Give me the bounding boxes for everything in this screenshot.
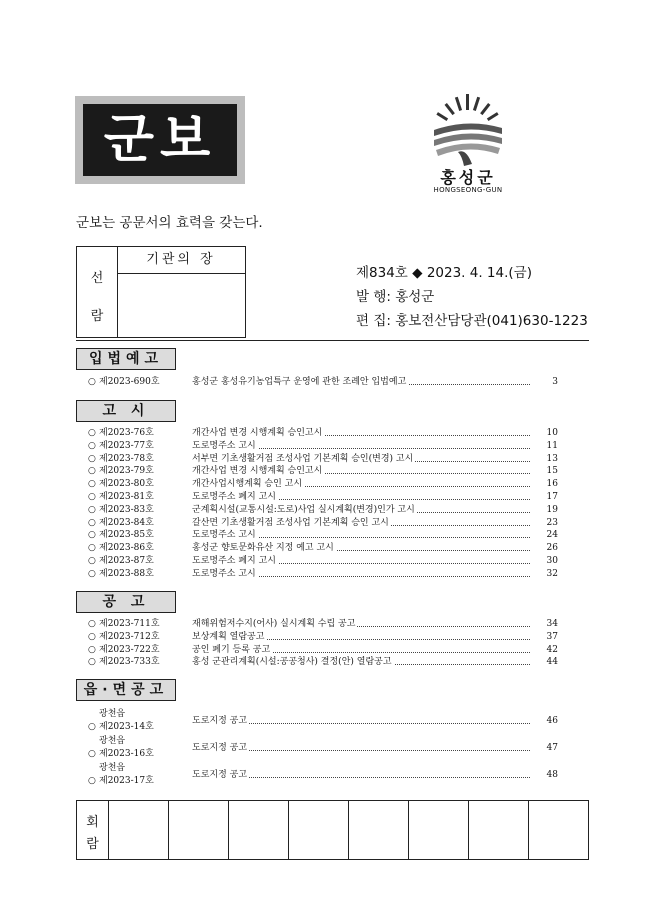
item-title: 도로명주소 고시 [192, 568, 256, 579]
section-header-legislative-notice: 입법예고 [76, 348, 176, 370]
item-page: 3 [552, 377, 558, 387]
item-number: 제2023-712호 [99, 631, 160, 642]
item-number: 제2023-77호 [99, 440, 154, 451]
list-item[interactable] [88, 376, 558, 389]
circulation-signature-box[interactable] [528, 801, 589, 859]
logo-name: 홍성군 [440, 168, 496, 187]
item-page: 47 [546, 743, 558, 753]
item-page: 19 [546, 504, 558, 515]
circulation-signature-box[interactable] [468, 801, 529, 859]
item-page: 30 [546, 556, 558, 566]
item-title: 홍성 군관리계획(시설:공공청사) 결정(안) 열람공고 [192, 657, 392, 668]
section-header-town-announcement: 읍·면공고 [76, 679, 176, 701]
list-bullet: ○ [88, 517, 96, 528]
issue-editor: 편 집: 홍보전산담당관(041)630-1223 [356, 313, 588, 329]
item-title: 홍성군 홍성유기농업특구 운영에 관한 조례안 입법예고 [192, 377, 407, 387]
item-page: 37 [546, 631, 558, 642]
circulation-signature-box[interactable] [108, 801, 169, 859]
issue-number-date: 제834호 ◆ 2023. 4. 14.(금) [356, 265, 532, 281]
item-title: 도로지정 공고 [192, 770, 248, 780]
item-number: 제2023-722호 [99, 644, 160, 655]
item-number: 제2023-84호 [99, 517, 154, 528]
item-number: 제2023-86호 [99, 543, 154, 554]
list-item[interactable] [88, 542, 558, 555]
list-bullet: ○ [88, 530, 96, 541]
item-number: 제2023-79호 [99, 466, 154, 477]
item-number: 제2023-16호 [99, 749, 154, 759]
item-page: 23 [546, 517, 558, 528]
header-divider [76, 340, 589, 341]
item-number: 제2023-88호 [99, 568, 154, 579]
list-item[interactable] [88, 453, 558, 466]
list-bullet: ○ [88, 543, 96, 554]
section-header-announcement: 공 고 [76, 591, 176, 613]
list-item[interactable] [88, 762, 558, 788]
list-item[interactable] [88, 708, 558, 734]
item-title: 도로명주소 고시 [192, 530, 256, 541]
list-item[interactable] [88, 427, 558, 440]
list-item[interactable] [88, 478, 558, 491]
item-page: 48 [546, 770, 558, 780]
list-item[interactable] [88, 504, 558, 517]
list-bullet: ○ [88, 644, 96, 655]
approval-label-bottom: 람 [90, 309, 104, 324]
circulation-table [76, 800, 589, 860]
item-title: 개간사업시행계획 승인 고시 [192, 479, 303, 490]
item-title: 개간사업 변경 시행계획 승인고시 [192, 466, 323, 477]
item-page: 13 [546, 453, 558, 464]
circulation-signature-box[interactable] [348, 801, 409, 859]
item-page: 16 [546, 479, 558, 490]
item-title: 재해위험저수지(어사) 실시계획 수립 공고 [192, 619, 356, 629]
issue-publisher: 발 행: 홍성군 [356, 289, 435, 305]
item-title: 보상계획 열람공고 [192, 631, 265, 642]
masthead-title: 군보 [83, 104, 237, 176]
item-title: 갈산면 기초생활거점 조성사업 기본계획 승인 고시 [192, 517, 389, 528]
list-bullet: ○ [88, 428, 96, 438]
list-item[interactable] [88, 618, 558, 631]
list-item[interactable] [88, 568, 558, 581]
item-number: 제2023-81호 [99, 492, 154, 502]
item-title: 도로지정 공고 [192, 743, 248, 753]
list-item[interactable] [88, 735, 558, 761]
list-item[interactable] [88, 465, 558, 478]
item-page: 32 [546, 568, 558, 579]
item-page: 42 [546, 644, 558, 655]
section-header-public-notice: 고 시 [76, 400, 176, 422]
list-item[interactable] [88, 491, 558, 504]
list-bullet: ○ [88, 631, 96, 642]
approval-box [76, 246, 246, 338]
item-page: 11 [546, 440, 558, 451]
item-number: 제2023-17호 [99, 776, 154, 786]
circulation-signature-box[interactable] [408, 801, 469, 859]
circulation-signature-box[interactable] [228, 801, 289, 859]
masthead-title-frame [75, 96, 245, 184]
item-number: 제2023-85호 [99, 530, 154, 541]
item-number: 제2023-80호 [99, 479, 154, 490]
circulation-signature-box[interactable] [288, 801, 349, 859]
item-page: 34 [546, 619, 558, 629]
list-bullet: ○ [88, 556, 96, 566]
item-number: 제2023-76호 [99, 428, 154, 438]
item-number: 제2023-690호 [99, 377, 160, 387]
list-item[interactable] [88, 555, 558, 568]
list-bullet: ○ [88, 453, 96, 464]
logo-english-name: HONGSEONG-GUN [433, 186, 503, 194]
item-page: 46 [546, 716, 558, 726]
list-item[interactable] [88, 517, 558, 530]
list-bullet: ○ [88, 568, 96, 579]
item-title: 군계획시설(교통시설:도로)사업 실시계획(변경)인가 고시 [192, 504, 415, 515]
list-bullet: ○ [88, 504, 96, 515]
list-bullet: ○ [88, 776, 96, 786]
circulation-label [77, 801, 108, 859]
item-town: 광천읍 [99, 763, 126, 773]
item-title: 도로명주소 폐지 고시 [192, 492, 276, 502]
item-title: 홍성군 향토문화유산 지정 예고 고시 [192, 543, 334, 554]
approval-header: 기관의 장 [117, 247, 245, 274]
item-town: 광천읍 [99, 736, 126, 746]
item-title: 공인 폐기 등록 공고 [192, 644, 271, 655]
item-page: 44 [546, 657, 558, 668]
circulation-label-top: 회 [86, 815, 99, 830]
item-title: 도로지정 공고 [192, 716, 248, 726]
item-town: 광천읍 [99, 709, 126, 719]
item-title: 서부면 기초생활거점 조성사업 기본계획 승인(변경) 고시 [192, 453, 414, 464]
item-page: 10 [546, 428, 558, 438]
circulation-signature-box[interactable] [168, 801, 229, 859]
item-page: 26 [546, 543, 558, 554]
list-item[interactable] [88, 631, 558, 644]
hongseong-logo-icon [428, 92, 508, 172]
list-item[interactable] [88, 656, 558, 669]
item-title: 도로명주소 폐지 고시 [192, 556, 276, 566]
item-number: 제2023-83호 [99, 504, 154, 515]
approval-label-column [77, 247, 118, 337]
item-page: 15 [546, 466, 558, 477]
list-item[interactable] [88, 529, 558, 542]
item-page: 24 [546, 530, 558, 541]
list-bullet: ○ [88, 466, 96, 477]
list-bullet: ○ [88, 722, 96, 732]
item-title: 도로명주소 고시 [192, 440, 256, 451]
list-bullet: ○ [88, 619, 96, 629]
approval-label-top: 선 [90, 271, 104, 286]
list-item[interactable] [88, 440, 558, 453]
list-bullet: ○ [88, 492, 96, 502]
item-title: 개간사업 변경 시행계획 승인고시 [192, 428, 323, 438]
masthead-subtitle: 군보는 공문서의 효력을 갖는다. [76, 215, 263, 231]
circulation-label-bottom: 람 [86, 837, 99, 852]
item-page: 17 [546, 492, 558, 502]
item-number: 제2023-87호 [99, 556, 154, 566]
item-number: 제2023-78호 [99, 453, 154, 464]
list-bullet: ○ [88, 440, 96, 451]
item-number: 제2023-711호 [99, 619, 160, 629]
list-bullet: ○ [88, 749, 96, 759]
list-item[interactable] [88, 644, 558, 657]
item-number: 제2023-14호 [99, 722, 154, 732]
list-bullet: ○ [88, 657, 96, 668]
list-bullet: ○ [88, 479, 96, 490]
list-bullet: ○ [88, 377, 96, 387]
item-number: 제2023-733호 [99, 657, 160, 668]
